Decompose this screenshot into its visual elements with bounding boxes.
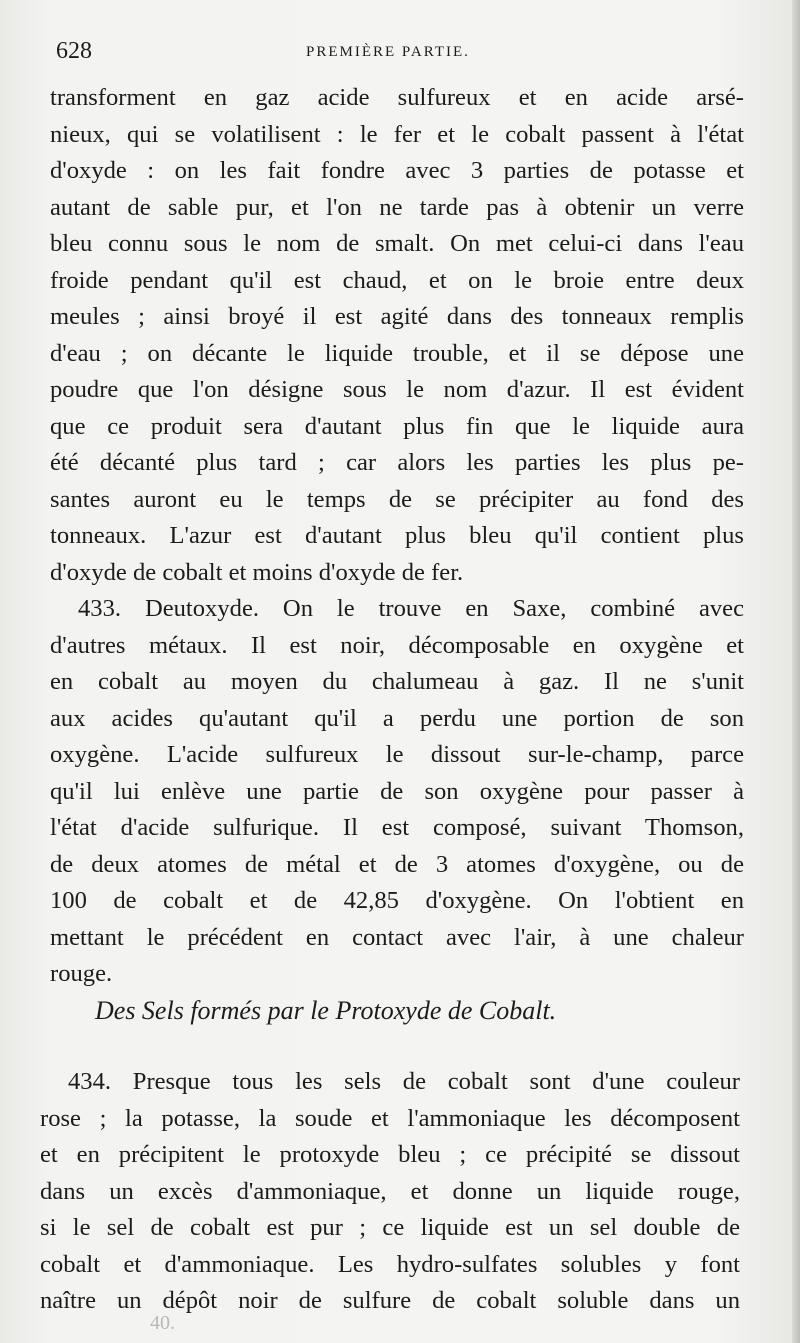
page-header [56,38,736,68]
text-line: dans un excès d'ammoniaque, et donne un liquide rouge, [40,1177,740,1205]
text-line: d'oxyde : on les fait fondre avec 3 parties de potasse et [50,157,744,184]
paragraph-434-start: 434. Presque tous les sels de cobalt sont d'une couleur [68,1068,740,1095]
page-number: 628 [56,38,92,64]
text-line: qu'il lui enlève une partie de son oxygène pour passer à [50,777,744,805]
text-line: si le sel de cobalt est pur ; ce liquide est un sel double de [40,1214,740,1241]
text-line: santes auront eu le temps de se précipiter au fond des [50,485,744,513]
text-line: autant de sable pur, et l'on ne tarde pas à obtenir un verre [50,193,744,221]
paragraph-433-start: 433. Deutoxyde. On le trouve en Saxe, combiné avec [78,595,744,622]
text-line: 100 de cobalt et de 42,85 d'oxygène. On l'obtient en [50,887,744,914]
text-line: en cobalt au moyen du chalumeau à gaz. Il ne s'unit [50,668,744,695]
text-line: mettant le précédent en contact avec l'air, à une chaleur [50,923,744,951]
text-line: aux acides qu'autant qu'il a perdu une portion de son [50,704,744,732]
text-line: et en précipitent le protoxyde bleu ; ce précipité se dissout [40,1141,740,1168]
section-text [40,1064,740,1320]
text-line: meules ; ainsi broyé il est agité dans des tonneaux remplis [50,303,744,330]
text-line: bleu connu sous le nom de smalt. On met celui-ci dans l'eau [50,230,744,257]
text-line: poudre que l'on désigne sous le nom d'azur. Il est évident [50,376,744,403]
text-line: de deux atomes de métal et de 3 atomes d'oxygène, ou de [50,850,744,878]
text-line: tonneaux. L'azur est d'autant plus bleu qu'il contient plus [50,522,744,549]
text-line: transforment en gaz acide sulfureux et en acide arsé- [50,84,744,111]
text-line: d'oxyde de cobalt et moins d'oxyde de fer. [50,558,464,586]
page-edge [792,0,800,1343]
text-line: rose ; la potasse, la soude et l'ammoniaque les décomposent [40,1104,740,1132]
text-line: d'eau ; on décante le liquide trouble, et il se dépose une [50,339,744,367]
body-text [50,80,744,993]
text-line: d'autres métaux. Il est noir, décomposable en oxygène et [50,631,744,659]
text-line: que ce produit sera d'autant plus fin que le liquide aura [50,412,744,440]
running-head: PREMIÈRE PARTIE. [306,44,470,60]
text-line: cobalt et d'ammoniaque. Les hydro-sulfates solubles y font [40,1250,740,1278]
signature-mark: 40. [150,1312,175,1334]
text-line: l'état d'acide sulfurique. Il est composé, suivant Thomson, [50,814,744,841]
section-heading: Des Sels formés par le Protoxyde de Cobalt. [95,996,557,1025]
text-line: oxygène. L'acide sulfureux le dissout sur-le-champ, parce [50,741,744,768]
text-line: nieux, qui se volatilisent : le fer et le cobalt passent à l'état [50,120,744,148]
text-line: froide pendant qu'il est chaud, et on le broie entre deux [50,266,744,294]
text-line: été décanté plus tard ; car alors les parties les plus pe- [50,449,744,476]
text-line: rouge. [50,960,113,987]
text-line: naître un dépôt noir de sulfure de cobalt soluble dans un [40,1287,740,1314]
